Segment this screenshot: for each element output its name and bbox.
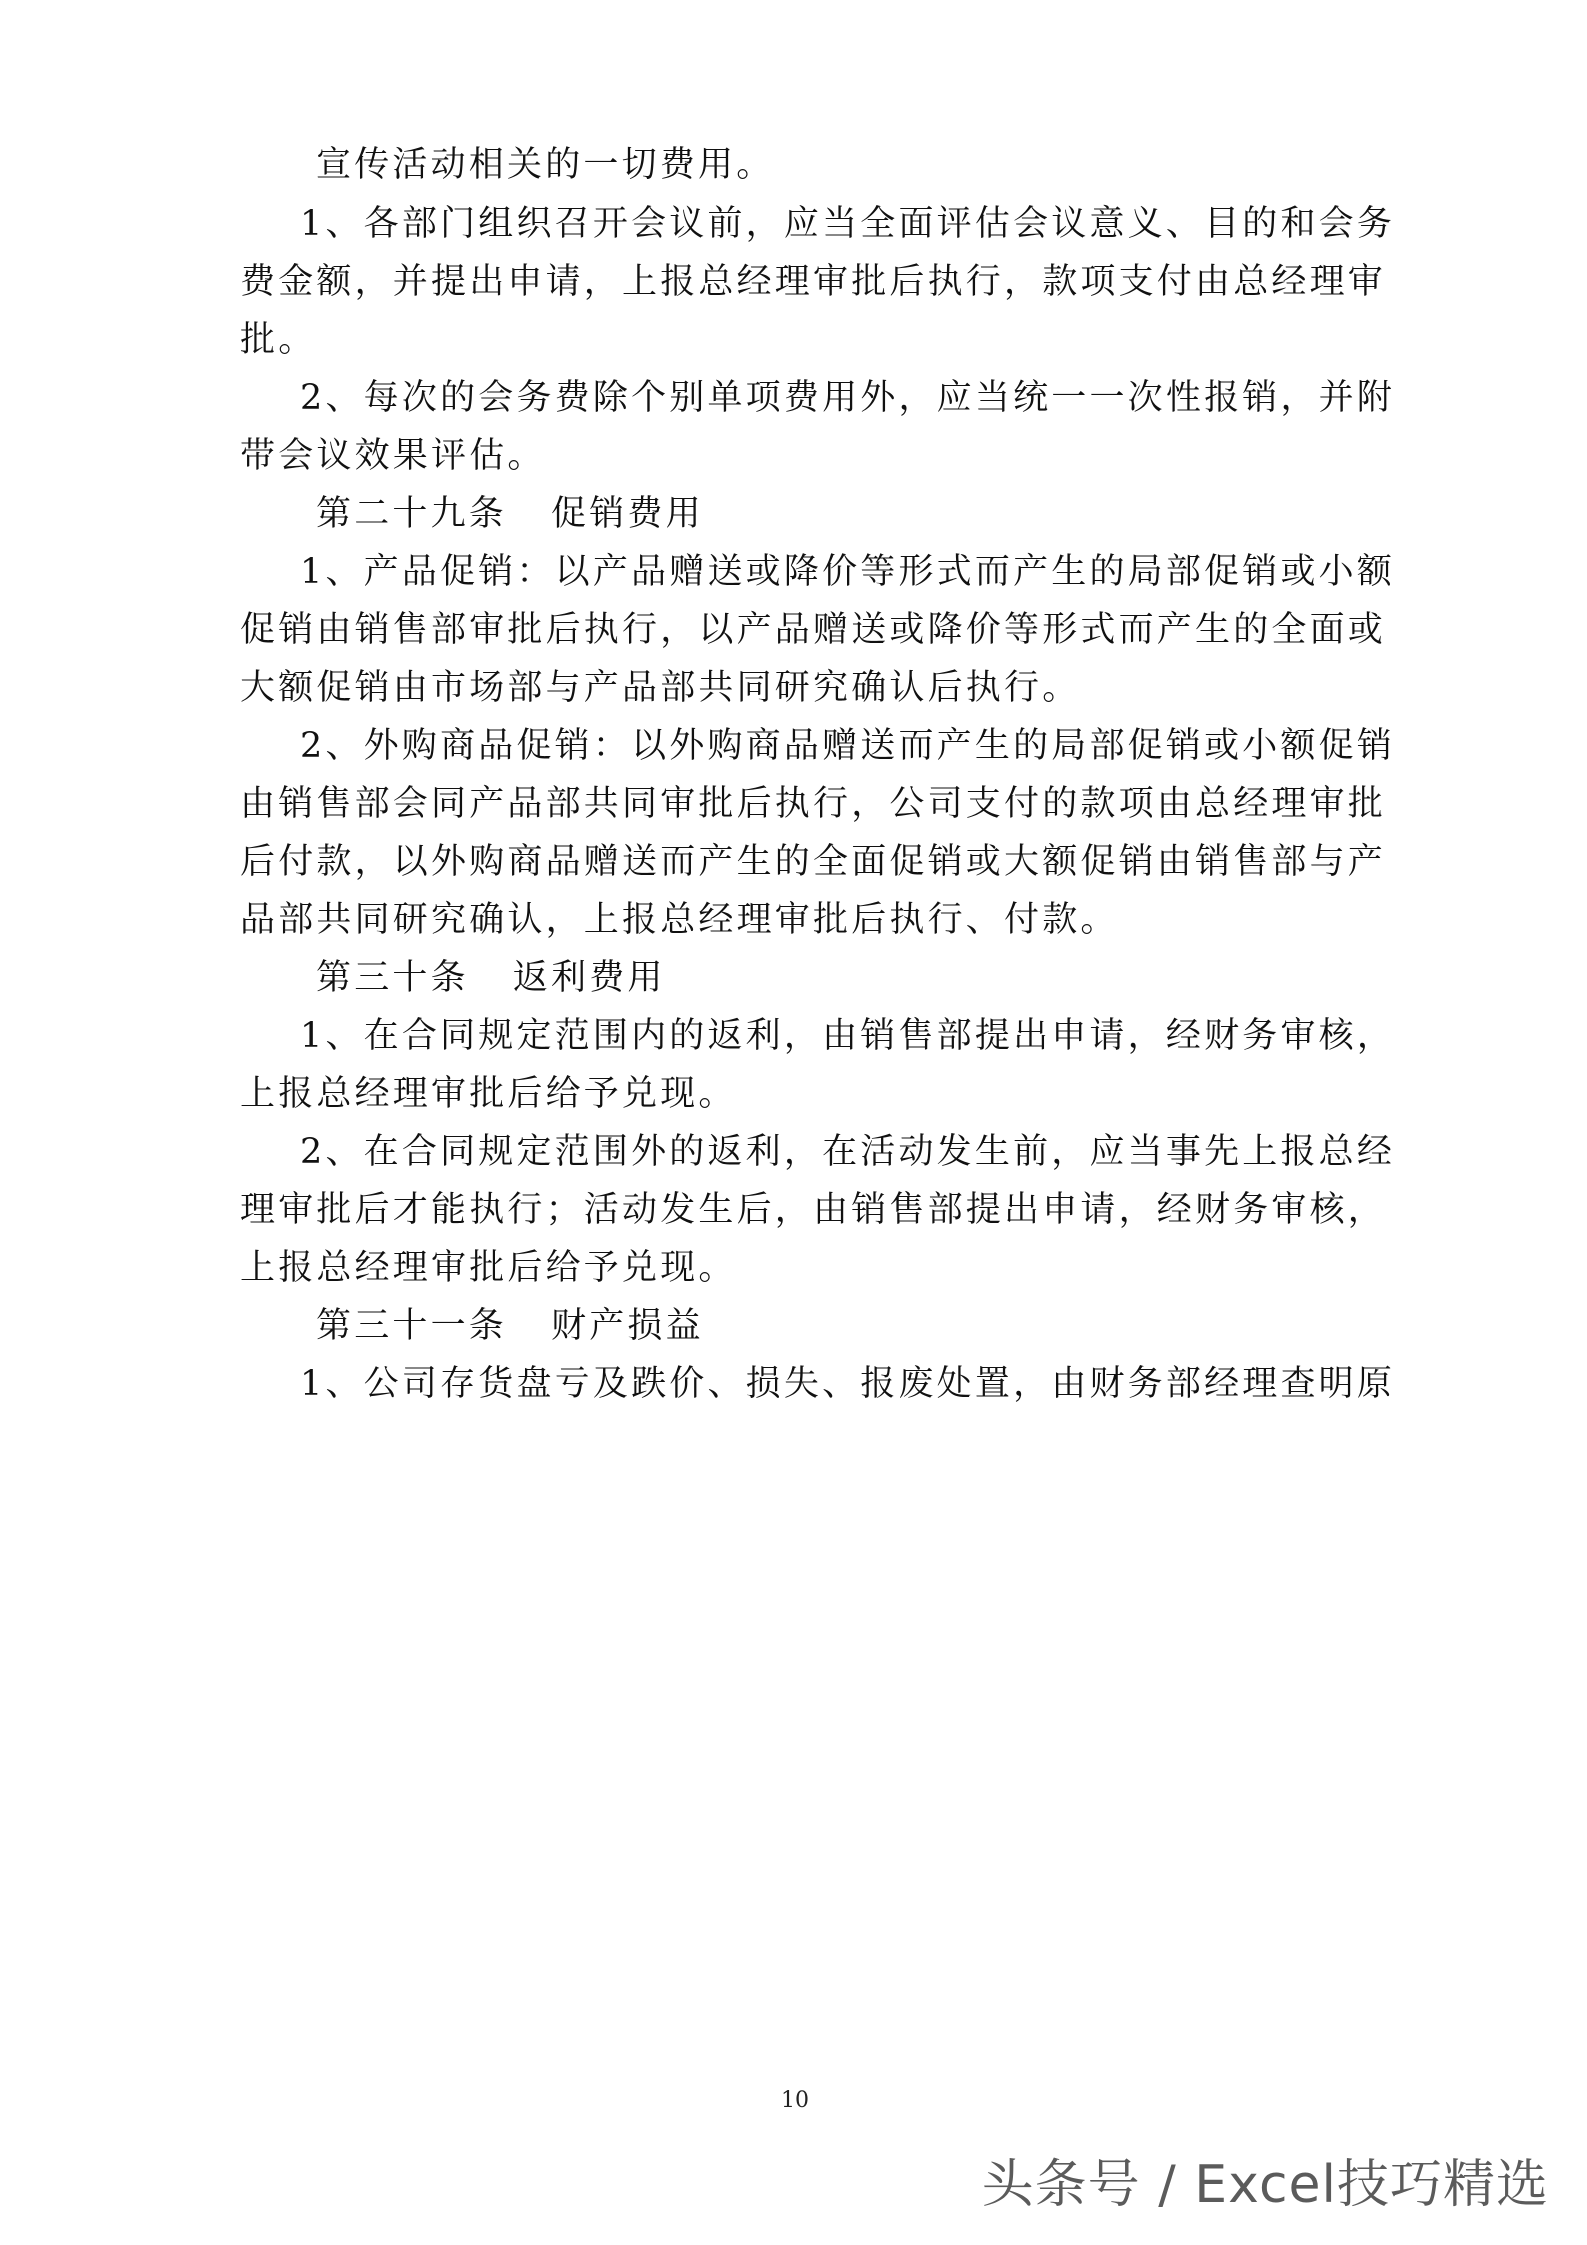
article-heading [316, 492, 704, 536]
text-line: 1、产品促销：以产品赠送或降价等形式而产生的局部促销或小额 [300, 552, 1396, 592]
text-line: 2、在合同规定范围外的返利，在活动发生前，应当事先上报总经 [300, 1132, 1396, 1172]
article-number: 第三十一条 [316, 1306, 508, 1346]
article-heading [316, 956, 666, 1000]
text-line: 费金额，并提出申请，上报总经理审批后执行，款项支付由总经理审 [240, 262, 1387, 302]
text-line: 上报总经理审批后给予兑现。 [240, 1074, 737, 1114]
text-line: 由销售部会同产品部共同审批后执行，公司支付的款项由总经理审批 [240, 784, 1387, 824]
text-line: 批。 [240, 320, 317, 360]
text-line: 上报总经理审批后给予兑现。 [240, 1248, 737, 1288]
text-line: 大额促销由市场部与产品部共同研究确认后执行。 [240, 668, 1081, 708]
article-title: 返利费用 [512, 958, 666, 998]
article-title: 财产损益 [551, 1306, 704, 1346]
text-line: 带会议效果评估。 [240, 436, 546, 476]
text-line: 后付款，以外购商品赠送而产生的全面促销或大额促销由销售部与产 [240, 842, 1387, 882]
page-number: 10 [781, 2088, 809, 2113]
text-line: 促销由销售部审批后执行，以产品赠送或降价等形式而产生的全面或 [240, 610, 1387, 650]
article-title: 促销费用 [551, 494, 704, 534]
text-line: 2、每次的会务费除个别单项费用外，应当统一一次性报销，并附 [300, 378, 1396, 418]
text-line: 1、公司存货盘亏及跌价、损失、报废处置，由财务部经理查明原 [300, 1364, 1396, 1404]
watermark: 头条号 / Excel技巧精选 [981, 2155, 1549, 2215]
article-heading [316, 1304, 704, 1348]
text-line: 理审批后才能执行；活动发生后，由销售部提出申请，经财务审核， [240, 1190, 1387, 1230]
text-line: 1、在合同规定范围内的返利，由销售部提出申请，经财务审核， [300, 1016, 1396, 1056]
article-number: 第三十条 [316, 958, 469, 998]
text-line: 1、各部门组织召开会议前，应当全面评估会议意义、目的和会务 [300, 204, 1396, 244]
text-line: 宣传活动相关的一切费用。 [316, 145, 775, 185]
article-number: 第二十九条 [316, 494, 508, 534]
text-line: 2、外购商品促销：以外购商品赠送而产生的局部促销或小额促销 [300, 726, 1396, 766]
text-line: 品部共同研究确认，上报总经理审批后执行、付款。 [240, 900, 1119, 940]
